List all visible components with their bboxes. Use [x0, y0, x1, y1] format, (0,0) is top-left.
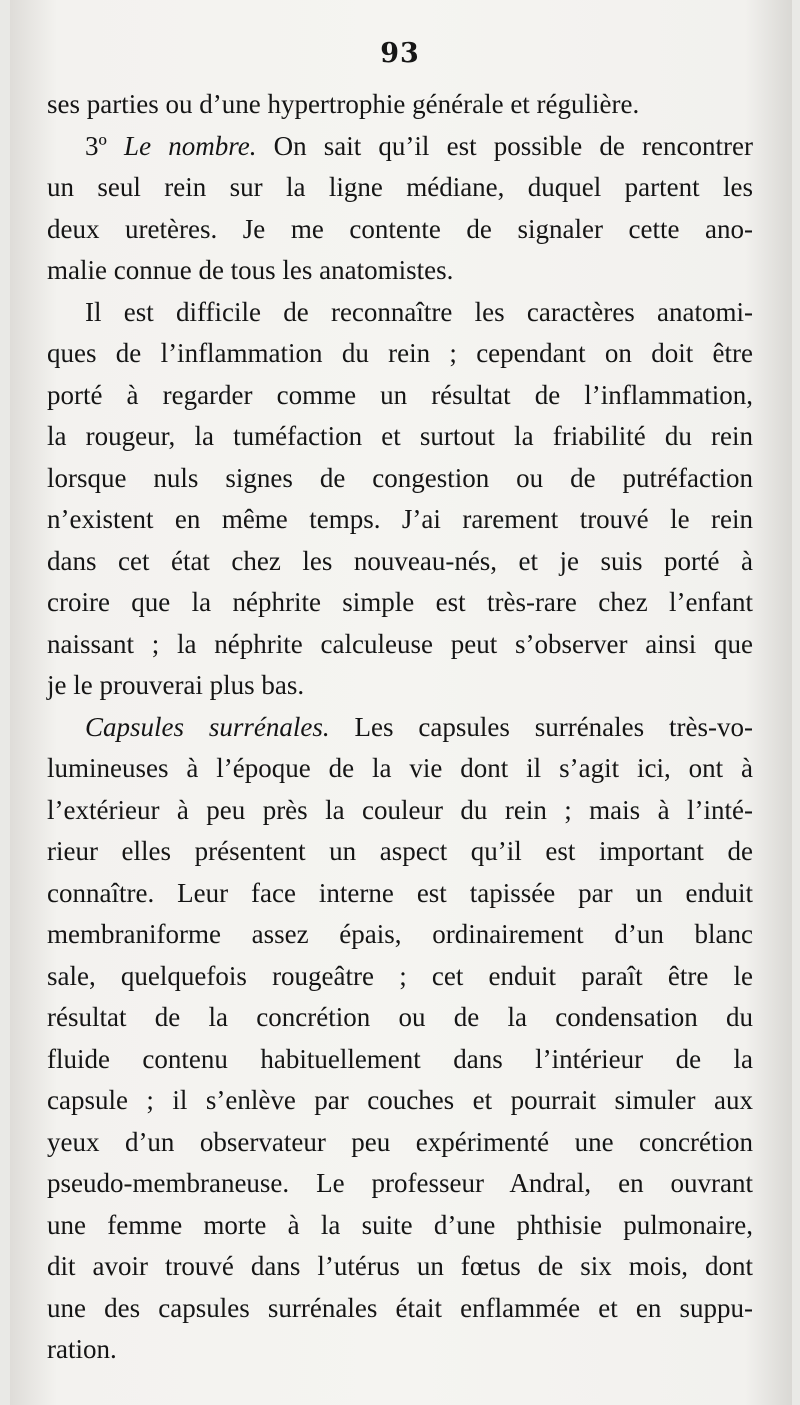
text-line	[47, 541, 753, 583]
line-text: résultat de la concrétion ou de la condensation du	[47, 1002, 753, 1032]
text-line	[47, 1288, 753, 1330]
text-line	[47, 665, 753, 707]
line-text: la rougeur, la tuméfaction et surtout la friabilité du rein	[47, 421, 753, 451]
text-line	[47, 956, 753, 998]
text-line	[47, 707, 753, 749]
text-line	[47, 1329, 753, 1371]
line-text: ration.	[47, 1334, 117, 1364]
body-text	[47, 84, 753, 1371]
line-text: fluide contenu habituellement dans l’intérieur de la	[47, 1043, 753, 1074]
line-text: capsule ; il s’enlève par couches et pourrait simuler aux	[47, 1085, 753, 1115]
text-line	[47, 1080, 753, 1122]
line-text: lumineuses à l’époque de la vie dont il s’agit ici, ont à	[47, 753, 753, 783]
page-number: 93	[380, 38, 420, 69]
line-text: pseudo-membraneuse. Le professeur Andral, en ouvrant	[47, 1168, 753, 1198]
text-line	[47, 997, 753, 1039]
text-line	[47, 914, 753, 956]
text-line	[47, 209, 753, 251]
text-line	[47, 1039, 753, 1081]
text-line	[47, 167, 753, 209]
text-line	[47, 84, 753, 126]
line-text: sale, quelquefois rougeâtre ; cet enduit paraît être le	[47, 960, 753, 991]
line-text: Les capsules surrénales très-vo-	[329, 711, 753, 742]
text-line	[47, 748, 753, 790]
text-line	[47, 624, 753, 666]
line-text: n’existent en même temps. J’ai rarement trouvé le rein	[47, 504, 753, 534]
italic-heading: Capsules surrénales.	[85, 711, 330, 742]
line-text: l’extérieur à peu près la couleur du rein ; mais à l’inté-	[47, 794, 753, 825]
line-text: un seul rein sur la ligne médiane, duquel partent les	[47, 172, 753, 202]
line-text: connaître. Leur face interne est tapissée par un enduit	[47, 877, 753, 908]
text-line	[47, 458, 753, 500]
text-line	[47, 831, 753, 873]
line-text: Il est difficile de reconnaître les caractères anatomi-	[85, 296, 753, 327]
line-text: malie connue de tous les anatomistes.	[47, 255, 454, 285]
line-text: membraniforme assez épais, ordinairement d’un blanc	[47, 919, 753, 949]
line-text: naissant ; la néphrite calculeuse peut s’observer ainsi que	[47, 628, 753, 659]
line-text: une femme morte à la suite d’une phthisie pulmonaire,	[47, 1209, 753, 1240]
line-text: rieur elles présentent un aspect qu’il est important de	[47, 836, 753, 866]
line-prefix: 3º	[85, 130, 125, 161]
line-text: ques de l’inflammation du rein ; cependant on doit être	[47, 338, 753, 368]
line-text: une des capsules surrénales était enflammée et en suppu-	[47, 1292, 753, 1323]
line-text: je le prouverai plus bas.	[47, 670, 305, 700]
text-line	[47, 1122, 753, 1164]
text-line	[47, 1246, 753, 1288]
text-line	[47, 126, 753, 168]
text-line	[47, 250, 753, 292]
line-text: dit avoir trouvé dans l’utérus un fœtus de six mois, dont	[47, 1251, 753, 1281]
line-text: dans cet état chez les nouveau-nés, et je suis porté à	[47, 545, 753, 576]
text-line	[47, 292, 753, 334]
line-text: lorsque nuls signes de congestion ou de putréfaction	[47, 462, 753, 493]
text-line	[47, 375, 753, 417]
text-line	[47, 1163, 753, 1205]
text-line	[47, 873, 753, 915]
line-text: yeux d’un observateur peu expérimenté une concrétion	[47, 1126, 753, 1157]
text-line	[47, 790, 753, 832]
line-text: croire que la néphrite simple est très-rare chez l’enfant	[47, 587, 753, 617]
line-text: On sait qu’il est possible de rencontrer	[256, 130, 753, 161]
text-line	[47, 499, 753, 541]
line-text: deux uretères. Je me contente de signaler cette ano-	[47, 213, 753, 244]
text-line	[47, 333, 753, 375]
line-text: ses parties ou d’une hypertrophie générale et régulière.	[47, 89, 640, 119]
line-text: porté à regarder comme un résultat de l’inflammation,	[47, 379, 753, 410]
text-line	[47, 1205, 753, 1247]
text-line	[47, 582, 753, 624]
text-line	[47, 416, 753, 458]
italic-heading: Le nombre.	[124, 130, 257, 161]
